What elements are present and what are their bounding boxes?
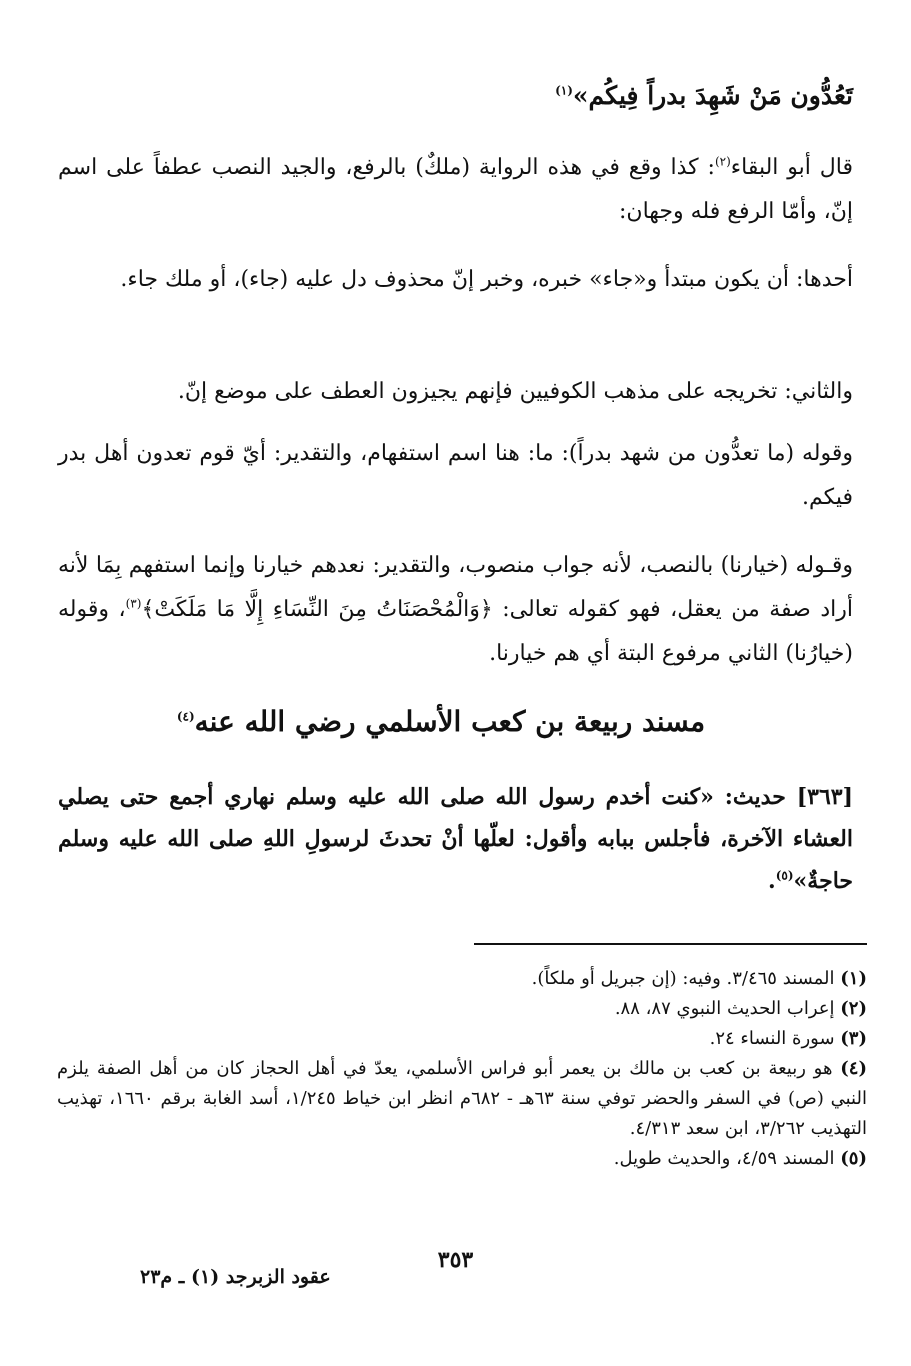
running-footer-title: عقود الزبرجد (١) ـ م٢٣ (140, 1266, 331, 1288)
footnote-text: المسند ٣/٤٦٥. وفيه: (إن جبريل أو ملكاً). (531, 968, 835, 989)
hadith-text: حديث: «كنت أخدم رسول الله صلى الله عليه وسلم نهاري أجمع حتى يصلي العشاء الآخرة، فأجلس ببابه وأقول: لعلّها أنْ تحدثَ لرسولِ اللهِ صلى الله عليه وسلم حاجةٌ» (58, 784, 853, 894)
footnote-item (57, 1054, 867, 1144)
footnote-text: سورة النساء ٢٤. (709, 1028, 835, 1049)
paragraph-text-part: : كذا وقع في هذه الرواية (ملكٌ) بالرفع، والجيد النصب عطفاً على اسم إنّ، وأمّا الرفع فله وجهان: (58, 155, 853, 224)
footnote-number: (٤) (840, 1058, 867, 1079)
footnotes-list (57, 964, 867, 1174)
continued-hadith-line (58, 76, 853, 116)
section-heading-text: مسند ربيعة بن كعب الأسلمي رضي الله عنه (194, 705, 706, 738)
paragraph-text: والثاني: تخريجه على مذهب الكوفيين فإنهم يجيزون العطف على موضع إنّ. (177, 379, 853, 404)
footnote-ref-3: (٣) (125, 596, 142, 611)
footnote-text: إعراب الحديث النبوي ٨٧، ٨٨. (614, 998, 835, 1019)
footnote-number: (٢) (840, 998, 867, 1019)
paragraph-text-part: وقـوله (خيارنا) بالنصب، لأنه جواب منصوب، والتقدير: نعدهم خيارنا وإنما استفهم بِمَا لأنه أراد صفة من يعقل، فهو كقوله تعالى: ﴿وَالْمُحْصَنَاتُ مِنَ النِّسَاءِ إِلَّا مَا مَلَكَتْ﴾ (58, 553, 853, 622)
footnote-text: المسند ٤/٥٩، والحديث طويل. (613, 1148, 835, 1169)
footnote-ref-4: (٤) (176, 709, 195, 724)
footnote-item (57, 1144, 867, 1174)
paragraph-second-aspect (58, 370, 853, 414)
paragraph-text-part: قال أبو البقاء (730, 155, 854, 180)
hadith-363 (58, 776, 853, 902)
paragraph-text-part: ، وقوله (خيارُنا) الثاني مرفوع البتة أي هم خيارنا. (58, 597, 853, 666)
footnote-ref-2: (٢) (714, 154, 731, 169)
paragraph-abu-albaqa (58, 146, 853, 234)
footnote-divider (474, 943, 867, 945)
footnote-item (57, 1024, 867, 1054)
paragraph-text: أحدها: أن يكون مبتدأ و«جاء» خبره، وخبر إنّ محذوف دل عليه (جاء)، أو ملك جاء. (120, 267, 853, 292)
footnote-number: (١) (840, 968, 867, 989)
footnote-ref-1: (١) (555, 83, 573, 98)
footnote-number: (٣) (840, 1028, 867, 1049)
paragraph-text: وقوله (ما تعدُّون من شهد بدراً): ما: هنا اسم استفهام، والتقدير: أيّ قوم تعدون أهل بدر فيكم. (58, 441, 853, 510)
footnote-number: (٥) (840, 1148, 867, 1169)
page-number: ٣٥٣ (437, 1247, 474, 1273)
hadith-number: [٣٦٣] (796, 784, 853, 810)
continued-hadith-text: تَعُدُّون مَنْ شَهِدَ بدراً فِيكُم» (572, 81, 853, 110)
paragraph-khiyaruna (58, 544, 853, 676)
paragraph-first-aspect (58, 258, 853, 302)
footnote-ref-5: (٥) (775, 868, 794, 883)
paragraph-ma-tauddun (58, 432, 853, 520)
footnote-text: هو ربيعة بن كعب بن مالك بن يعمر أبو فراس الأسلمي، يعدّ في أهل الحجاز كان من أهل الصفة يلزم النبي (ص) في السفر والحضر توفي سنة ٦٣هـ - ٦٨٢م انظر ابن خياط ١/٢٤٥، أسد الغابة برقم ١٦٦٠، تهذيب التهذيب ٣/٢٦٢، ابن سعد ٤/٣١٣. (57, 1058, 867, 1139)
hadith-text-end: . (768, 868, 776, 894)
footnote-item (57, 994, 867, 1024)
section-heading (121, 700, 761, 744)
footnote-item (57, 964, 867, 994)
